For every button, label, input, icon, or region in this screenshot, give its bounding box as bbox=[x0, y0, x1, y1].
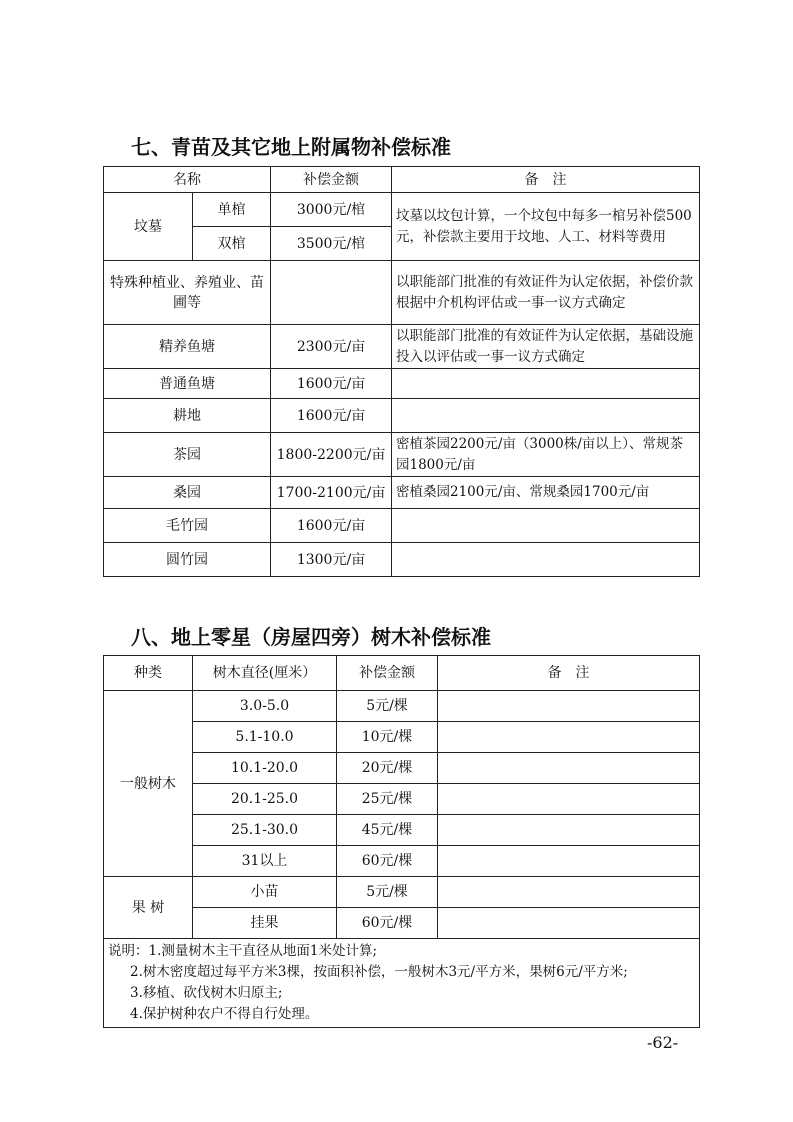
table-row bbox=[104, 722, 700, 753]
row-amount: 2300元/亩 bbox=[271, 325, 392, 369]
double-coffin-label: 双棺 bbox=[193, 227, 271, 261]
row-name: 圆竹园 bbox=[104, 543, 271, 577]
remarks-cell bbox=[438, 877, 700, 908]
remarks-cell bbox=[438, 753, 700, 784]
row-remarks bbox=[392, 509, 700, 543]
page-number: -62- bbox=[647, 1033, 679, 1052]
amount-cell: 60元/棵 bbox=[337, 908, 438, 939]
crop-compensation-table bbox=[103, 166, 700, 577]
amount-cell: 20元/棵 bbox=[337, 753, 438, 784]
table-row bbox=[104, 509, 700, 543]
header-diameter: 树木直径(厘米） bbox=[193, 656, 337, 691]
row-name: 普通鱼塘 bbox=[104, 369, 271, 399]
row-amount: 1600元/亩 bbox=[271, 399, 392, 433]
fruit-trees-label: 果 树 bbox=[104, 877, 193, 939]
remarks-cell bbox=[438, 908, 700, 939]
row-name: 茶园 bbox=[104, 433, 271, 477]
single-coffin-label: 单棺 bbox=[193, 193, 271, 227]
header-remarks: 备 注 bbox=[392, 167, 700, 193]
remarks-cell bbox=[438, 722, 700, 753]
note-line: 4.保护树种农户不得自行处理。 bbox=[130, 1006, 319, 1022]
row-amount: 1800-2200元/亩 bbox=[271, 433, 392, 477]
section-8-title: 八、地上零星（房屋四旁）树木补偿标准 bbox=[131, 625, 491, 649]
header-name: 名称 bbox=[104, 167, 271, 193]
row-name: 桑园 bbox=[104, 477, 271, 509]
note-line: 说明：1.测量树木主干直径从地面1米处计算; bbox=[108, 943, 378, 959]
diameter-cell: 20.1-25.0 bbox=[193, 784, 337, 815]
row-name: 耕地 bbox=[104, 399, 271, 433]
row-name: 精养鱼塘 bbox=[104, 325, 271, 369]
amount-cell: 45元/棵 bbox=[337, 815, 438, 846]
amount-cell: 25元/棵 bbox=[337, 784, 438, 815]
remarks-cell bbox=[438, 691, 700, 722]
table-row bbox=[104, 193, 700, 227]
table-header-row bbox=[104, 656, 700, 691]
amount-cell: 5元/棵 bbox=[337, 691, 438, 722]
table-row bbox=[104, 399, 700, 433]
table-row bbox=[104, 815, 700, 846]
row-remarks bbox=[392, 543, 700, 577]
row-amount: 1300元/亩 bbox=[271, 543, 392, 577]
table-row bbox=[104, 369, 700, 399]
grave-remarks: 坟墓以坟包计算，一个坟包中每多一棺另补偿500元，补偿款主要用于坟地、人工、材料等费用 bbox=[392, 193, 700, 261]
table-row bbox=[104, 877, 700, 908]
remarks-cell bbox=[438, 784, 700, 815]
remarks-cell bbox=[438, 846, 700, 877]
amount-cell: 10元/棵 bbox=[337, 722, 438, 753]
row-name: 特殊种植业、养殖业、苗圃等 bbox=[104, 261, 271, 325]
row-remarks: 以职能部门批准的有效证件为认定依据，补偿价款根据中介机构评估或一事一议方式确定 bbox=[392, 261, 700, 325]
header-amount: 补偿金额 bbox=[271, 167, 392, 193]
table-row bbox=[104, 753, 700, 784]
table-row bbox=[104, 784, 700, 815]
note-line: 2.树木密度超过每平方米3棵，按面积补偿，一般树木3元/平方米，果树6元/平方米; bbox=[130, 964, 628, 980]
row-amount: 1700-2100元/亩 bbox=[271, 477, 392, 509]
tree-compensation-table bbox=[103, 655, 700, 1028]
grave-label: 坟墓 bbox=[104, 193, 193, 261]
table-row bbox=[104, 691, 700, 722]
diameter-cell: 5.1-10.0 bbox=[193, 722, 337, 753]
table-row bbox=[104, 543, 700, 577]
table-header-row bbox=[104, 167, 700, 193]
diameter-cell: 3.0-5.0 bbox=[193, 691, 337, 722]
notes-row bbox=[104, 939, 700, 1028]
header-type: 种类 bbox=[104, 656, 193, 691]
header-remarks: 备 注 bbox=[438, 656, 700, 691]
row-amount bbox=[271, 261, 392, 325]
row-amount: 1600元/亩 bbox=[271, 369, 392, 399]
diameter-cell: 31以上 bbox=[193, 846, 337, 877]
table-row bbox=[104, 325, 700, 369]
row-remarks bbox=[392, 369, 700, 399]
row-remarks: 密植桑园2100元/亩、常规桑园1700元/亩 bbox=[392, 477, 700, 509]
single-coffin-amount: 3000元/棺 bbox=[271, 193, 392, 227]
remarks-cell bbox=[438, 815, 700, 846]
amount-cell: 60元/棵 bbox=[337, 846, 438, 877]
row-name: 毛竹园 bbox=[104, 509, 271, 543]
table-row bbox=[104, 846, 700, 877]
general-trees-label: 一般树木 bbox=[104, 691, 193, 877]
table-row bbox=[104, 261, 700, 325]
row-remarks: 以职能部门批准的有效证件为认定依据，基础设施投入以评估或一事一议方式确定 bbox=[392, 325, 700, 369]
notes-cell bbox=[104, 939, 700, 1028]
note-line: 3.移植、砍伐树木归原主; bbox=[130, 985, 283, 1001]
diameter-cell: 25.1-30.0 bbox=[193, 815, 337, 846]
amount-cell: 5元/棵 bbox=[337, 877, 438, 908]
row-amount: 1600元/亩 bbox=[271, 509, 392, 543]
double-coffin-amount: 3500元/棺 bbox=[271, 227, 392, 261]
table-row bbox=[104, 433, 700, 477]
diameter-cell: 10.1-20.0 bbox=[193, 753, 337, 784]
diameter-cell: 小苗 bbox=[193, 877, 337, 908]
table-row bbox=[104, 477, 700, 509]
section-7-title: 七、青苗及其它地上附属物补偿标准 bbox=[131, 135, 451, 159]
diameter-cell: 挂果 bbox=[193, 908, 337, 939]
table-row bbox=[104, 908, 700, 939]
row-remarks: 密植茶园2200元/亩（3000株/亩以上）、常规茶园1800元/亩 bbox=[392, 433, 700, 477]
row-remarks bbox=[392, 399, 700, 433]
header-amount: 补偿金额 bbox=[337, 656, 438, 691]
